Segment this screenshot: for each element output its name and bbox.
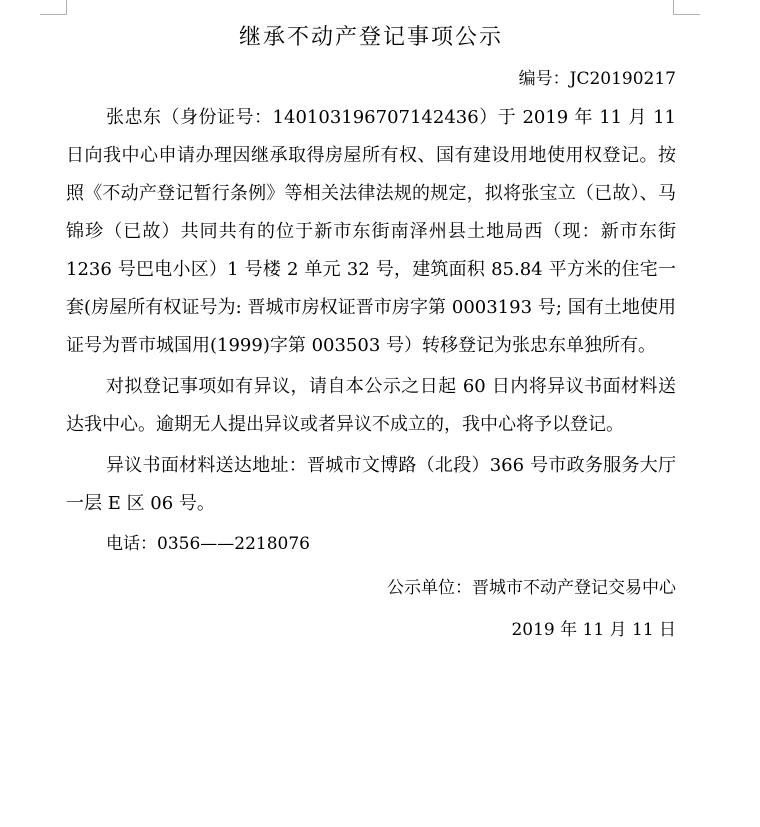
contact-phone: 电话：0356——2218076 — [106, 534, 310, 554]
paragraph-address: 异议书面材料送达地址：晋城市文博路（北段）366 号市政务服务大厅一层 E 区 06 号。 — [66, 455, 676, 514]
document-number: 编号：JC20190217 — [518, 69, 676, 89]
paragraph-application: 张忠东（身份证号：140103196707142436）于 2019 年 11 月 11 日向我中心申请办理因继承取得房屋所有权、国有建设用地使用权登记。按照《不动产登记暂行条例》等相关法律法规的规定，拟将张宝立（已故）、马锦珍（已故）共同共有的位于新市东街南泽州县土地局西（现：新市东街 1236 号巴电小区）1 号楼 2 单元 32 号，建筑面积 85.84 平方米的住宅一套(房屋所有权证号为: 晋城市房权证晋市房字第 0003193 号; 国有土地使用证号为晋市城国用(1999)字第 003503 号）转移登记为张忠东单独所有。 — [66, 107, 676, 356]
document-title: 继承不动产登记事项公示 — [238, 25, 503, 50]
paragraph-objection: 对拟登记事项如有异议，请自本公示之日起 60 日内将异议书面材料送达我中心。逾期无人提出异议或者异议不成立的，我中心将予以登记。 — [66, 376, 676, 435]
crop-mark-top-right — [673, 0, 700, 15]
publisher-signature: 公示单位：晋城市不动产登记交易中心 — [387, 578, 676, 598]
crop-mark-top-left — [40, 0, 67, 15]
document-page — [66, 18, 676, 649]
publish-date: 2019 年 11 月 11 日 — [511, 620, 676, 640]
